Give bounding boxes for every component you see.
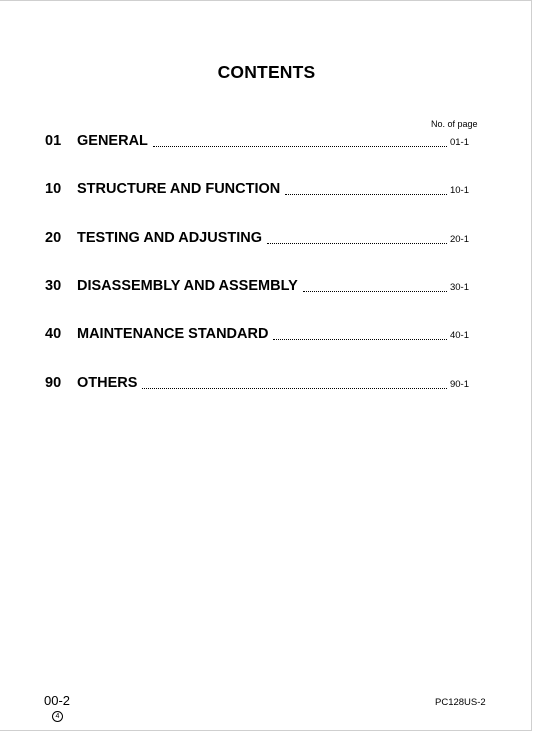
toc-page-ref: 90-1 [449,379,469,390]
toc-row-structure-and-function[interactable] [45,181,469,199]
toc-section-number: 01 [45,133,62,149]
toc-row-disassembly-and-assembly[interactable] [45,278,469,296]
toc-dot-leader [142,388,447,389]
toc-dot-leader [285,194,447,195]
toc-page-ref: 01-1 [449,137,469,148]
toc-section-label: OTHERS [77,375,138,391]
toc-row-maintenance-standard[interactable] [45,326,469,344]
pages-column-header: No. of page [431,119,478,129]
toc-dot-leader [273,339,447,340]
toc-section-number: 30 [45,278,62,294]
toc-section-label: GENERAL [77,133,148,149]
page-title: CONTENTS [217,62,316,82]
footer-model-name: PC128US-2 [435,697,486,708]
toc-page-ref: 10-1 [449,185,469,196]
toc-dot-leader [303,291,447,292]
toc-dot-leader [153,146,447,147]
toc-row-others[interactable] [45,375,469,393]
toc-dot-leader [267,243,447,244]
revision-mark: 4 [52,711,63,722]
toc-section-label: STRUCTURE AND FUNCTION [77,181,281,197]
toc-row-testing-and-adjusting[interactable] [45,230,469,248]
toc-section-number: 10 [45,181,62,197]
toc-section-number: 20 [45,230,62,246]
toc-section-number: 90 [45,375,62,391]
toc-section-label: MAINTENANCE STANDARD [77,326,269,342]
toc-section-number: 40 [45,326,62,342]
toc-row-general[interactable] [45,133,469,151]
toc-section-label: TESTING AND ADJUSTING [77,230,263,246]
footer-page-number: 00-2 [44,693,71,708]
toc-page-ref: 30-1 [449,282,469,293]
toc-page-ref: 20-1 [449,234,469,245]
toc-section-label: DISASSEMBLY AND ASSEMBLY [77,278,298,294]
toc-page-ref: 40-1 [449,330,469,341]
